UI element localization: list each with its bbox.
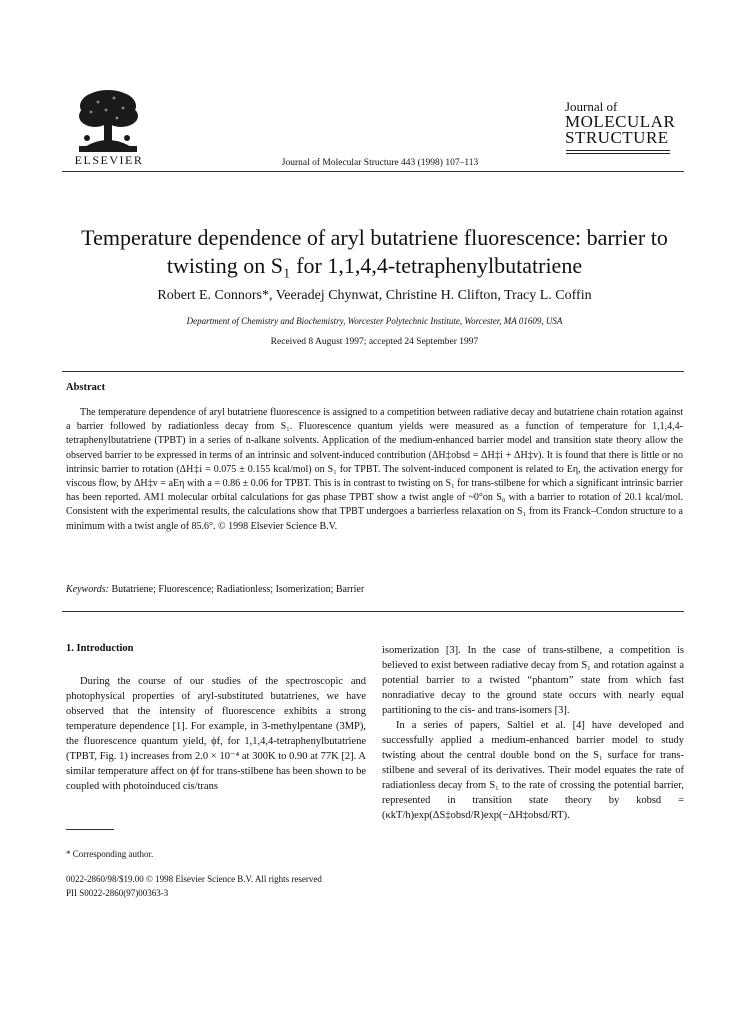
keywords-label: Keywords:	[66, 584, 109, 595]
journal-name-line2: STRUCTURE	[565, 128, 669, 147]
abstract-bottom-divider	[62, 611, 684, 612]
journal-name-line1: MOLECULAR	[565, 112, 676, 131]
received-dates: Received 8 August 1997; accepted 24 September 1997	[270, 337, 479, 347]
copyright-line: 0022-2860/98/$19.00 © 1998 Elsevier Science B.V. All rights reserved	[66, 874, 322, 884]
intro-paragraph-left: During the course of our studies of the spectroscopic and photophysical properties of aryl-substituted butatrienes, we have observed that the intensity of fluorescence exhibits a strong temperature dependence [1]. For example, in 3-methylpentane (3MP), the fluorescence quantum yield, ϕf, for 1,1,4,4-tetraphenylbutatriene (TPBT, Fig. 1) increases from 2.0 × 10⁻⁴ at 300K to 0.90 at 77K [2]. A similar temperature affect on ϕf for trans-stilbene has been shown to be coupled with photoinduced cis/trans	[66, 676, 366, 792]
intro-paragraph-right-1: isomerization [3]. In the case of trans-stilbene, a competition is believed to exist between radiative decay from S₁ and rotation against a potential barrier to a twisted “phantom” state from which fast nonradiative decay to the ground state occurs with nearly equal partitioning to the cis- and trans-isomers [3].	[382, 645, 684, 716]
journal-citation: Journal of Molecular Structure 443 (1998) 107–113	[281, 158, 479, 168]
journal-name-prefix: Journal of	[565, 99, 618, 114]
author-list: Robert E. Connors*, Veeradej Chynwat, Christine H. Clifton, Tracy L. Coffin	[157, 288, 592, 303]
publisher-name: ELSEVIER	[74, 153, 144, 167]
abstract-top-divider	[62, 371, 684, 372]
footnote-divider	[66, 829, 114, 830]
footnote: * Corresponding author.	[66, 849, 154, 859]
pii-line: PII S0022-2860(97)00363-3	[66, 888, 169, 898]
abstract-heading: Abstract	[66, 382, 106, 393]
article-title: Temperature dependence of aryl butatriene fluorescence: barrier to twisting on S₁ for 1,1,4,4-tetraphenylbutatriene	[81, 225, 668, 278]
intro-paragraph-right-2: In a series of papers, Saltiel et al. [4] have developed and successfully applied a medium-enhanced barrier model to study twisting about the central double bond on the S₁ surface for trans-stilbene and several of its derivatives. Their model equates the rate of radiationless decay from S₁ to the rate of crossing the potential barrier, represented in transition state theory by kobsd = (κkT/h)exp(ΔS‡obsd/R)exp(−ΔH‡obsd/RT).	[382, 720, 684, 821]
affiliation: Department of Chemistry and Biochemistry, Worcester Polytechnic Institute, Worcester, MA 01609, USA	[186, 316, 563, 326]
section-heading: 1. Introduction	[66, 643, 134, 654]
journal-rule	[566, 150, 670, 151]
abstract-text: The temperature dependence of aryl butatriene fluorescence is assigned to a competition between radiative decay and butatriene chain rotation against a barrier followed by radiationless decay from S₁. Fluorescence quantum yields were measured as a function of temperature for 1,1,4,4-tetraphenylbutatriene (TPBT) in a series of n-alkane solvents. Application of the medium-enhanced barrier model and transition state theory allow the observed barrier to be expressed in terms of an intrinsic and solvent-induced contribution (ΔH‡obsd = ΔH‡i + ΔH‡v). It is found that there is little or no intrinsic barrier to rotation (ΔH‡i = 0.075 ± 0.155 kcal/mol) on S₁ for TPBT. The solvent-induced component is related to Eη, the activation energy for viscous flow, by ΔH‡v = aEη with a = 0.86 ± 0.06 for TPBT. This is in contrast to twisting on S₁ for trans-stilbene for which a significant intrinsic barrier has been reported. AM1 molecular orbital calculations for gas phase TPBT show a twist angle of ~0°on S₀ with a barrier to rotation of 20.1 kcal/mol. Consistent with the experimental results, the calculations show that TPBT undergoes a barrierless relaxation on S₁ from its Franck–Condon structure to a minimum with a twist angle of 85.6°. © 1998 Elsevier Science B.V.	[66, 407, 683, 532]
keywords-list: Butatriene; Fluorescence; Radiationless; Isomerization; Barrier	[111, 584, 365, 595]
journal-rule	[566, 153, 670, 154]
right-column	[382, 643, 684, 823]
keywords-line	[66, 584, 683, 595]
elsevier-tree-logo	[73, 88, 143, 154]
header-divider	[62, 171, 684, 172]
